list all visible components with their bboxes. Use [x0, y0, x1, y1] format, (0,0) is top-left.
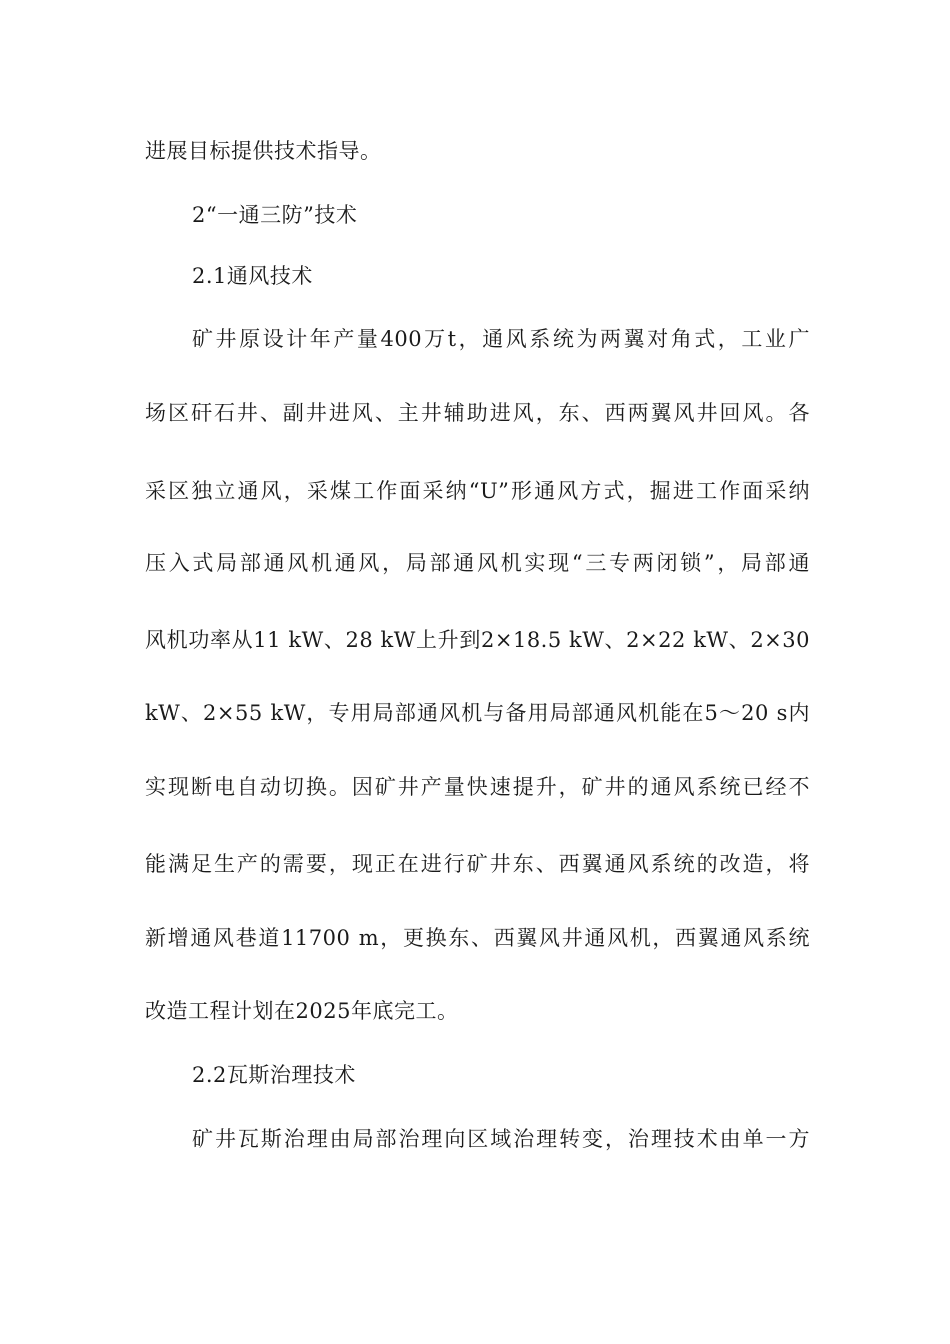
paragraph-line: 场区矸石井、副井进风、主井辅助进风，东、西两翼风井回风。各 — [145, 401, 810, 425]
paragraph-line: 采区独立通风，采煤工作面采纳“U”形通风方式，掘进工作面采纳 — [145, 479, 810, 503]
paragraph-line: kW、2×55 kW，专用局部通风机与备用局部通风机能在5～20 s内 — [145, 701, 810, 725]
paragraph-line: 压入式局部通风机通风，局部通风机实现“三专两闭锁”，局部通 — [145, 551, 810, 575]
section-heading-2-2: 2.2瓦斯治理技术 — [192, 1063, 356, 1087]
paragraph-line: 改造工程计划在2025年底完工。 — [145, 999, 459, 1023]
paragraph-line: 风机功率从11 kW、28 kW上升到2×18.5 kW、2×22 kW、2×30 — [145, 628, 810, 652]
paragraph-line: 新增通风巷道11700 m，更换东、西翼风井通风机，西翼通风系统 — [145, 926, 810, 950]
paragraph-line: 能满足生产的需要，现正在进行矿井东、西翼通风系统的改造，将 — [145, 852, 810, 876]
paragraph-line: 进展目标提供技术指导。 — [145, 139, 382, 163]
paragraph-line: 矿井原设计年产量400万t，通风系统为两翼对角式，工业广 — [192, 327, 810, 351]
section-heading-2-1: 2.1通风技术 — [192, 264, 313, 288]
paragraph-line: 矿井瓦斯治理由局部治理向区域治理转变，治理技术由单一方 — [192, 1127, 810, 1151]
section-heading-2: 2“一通三防”技术 — [192, 203, 358, 227]
paragraph-line: 实现断电自动切换。因矿井产量快速提升，矿井的通风系统已经不 — [145, 775, 810, 799]
